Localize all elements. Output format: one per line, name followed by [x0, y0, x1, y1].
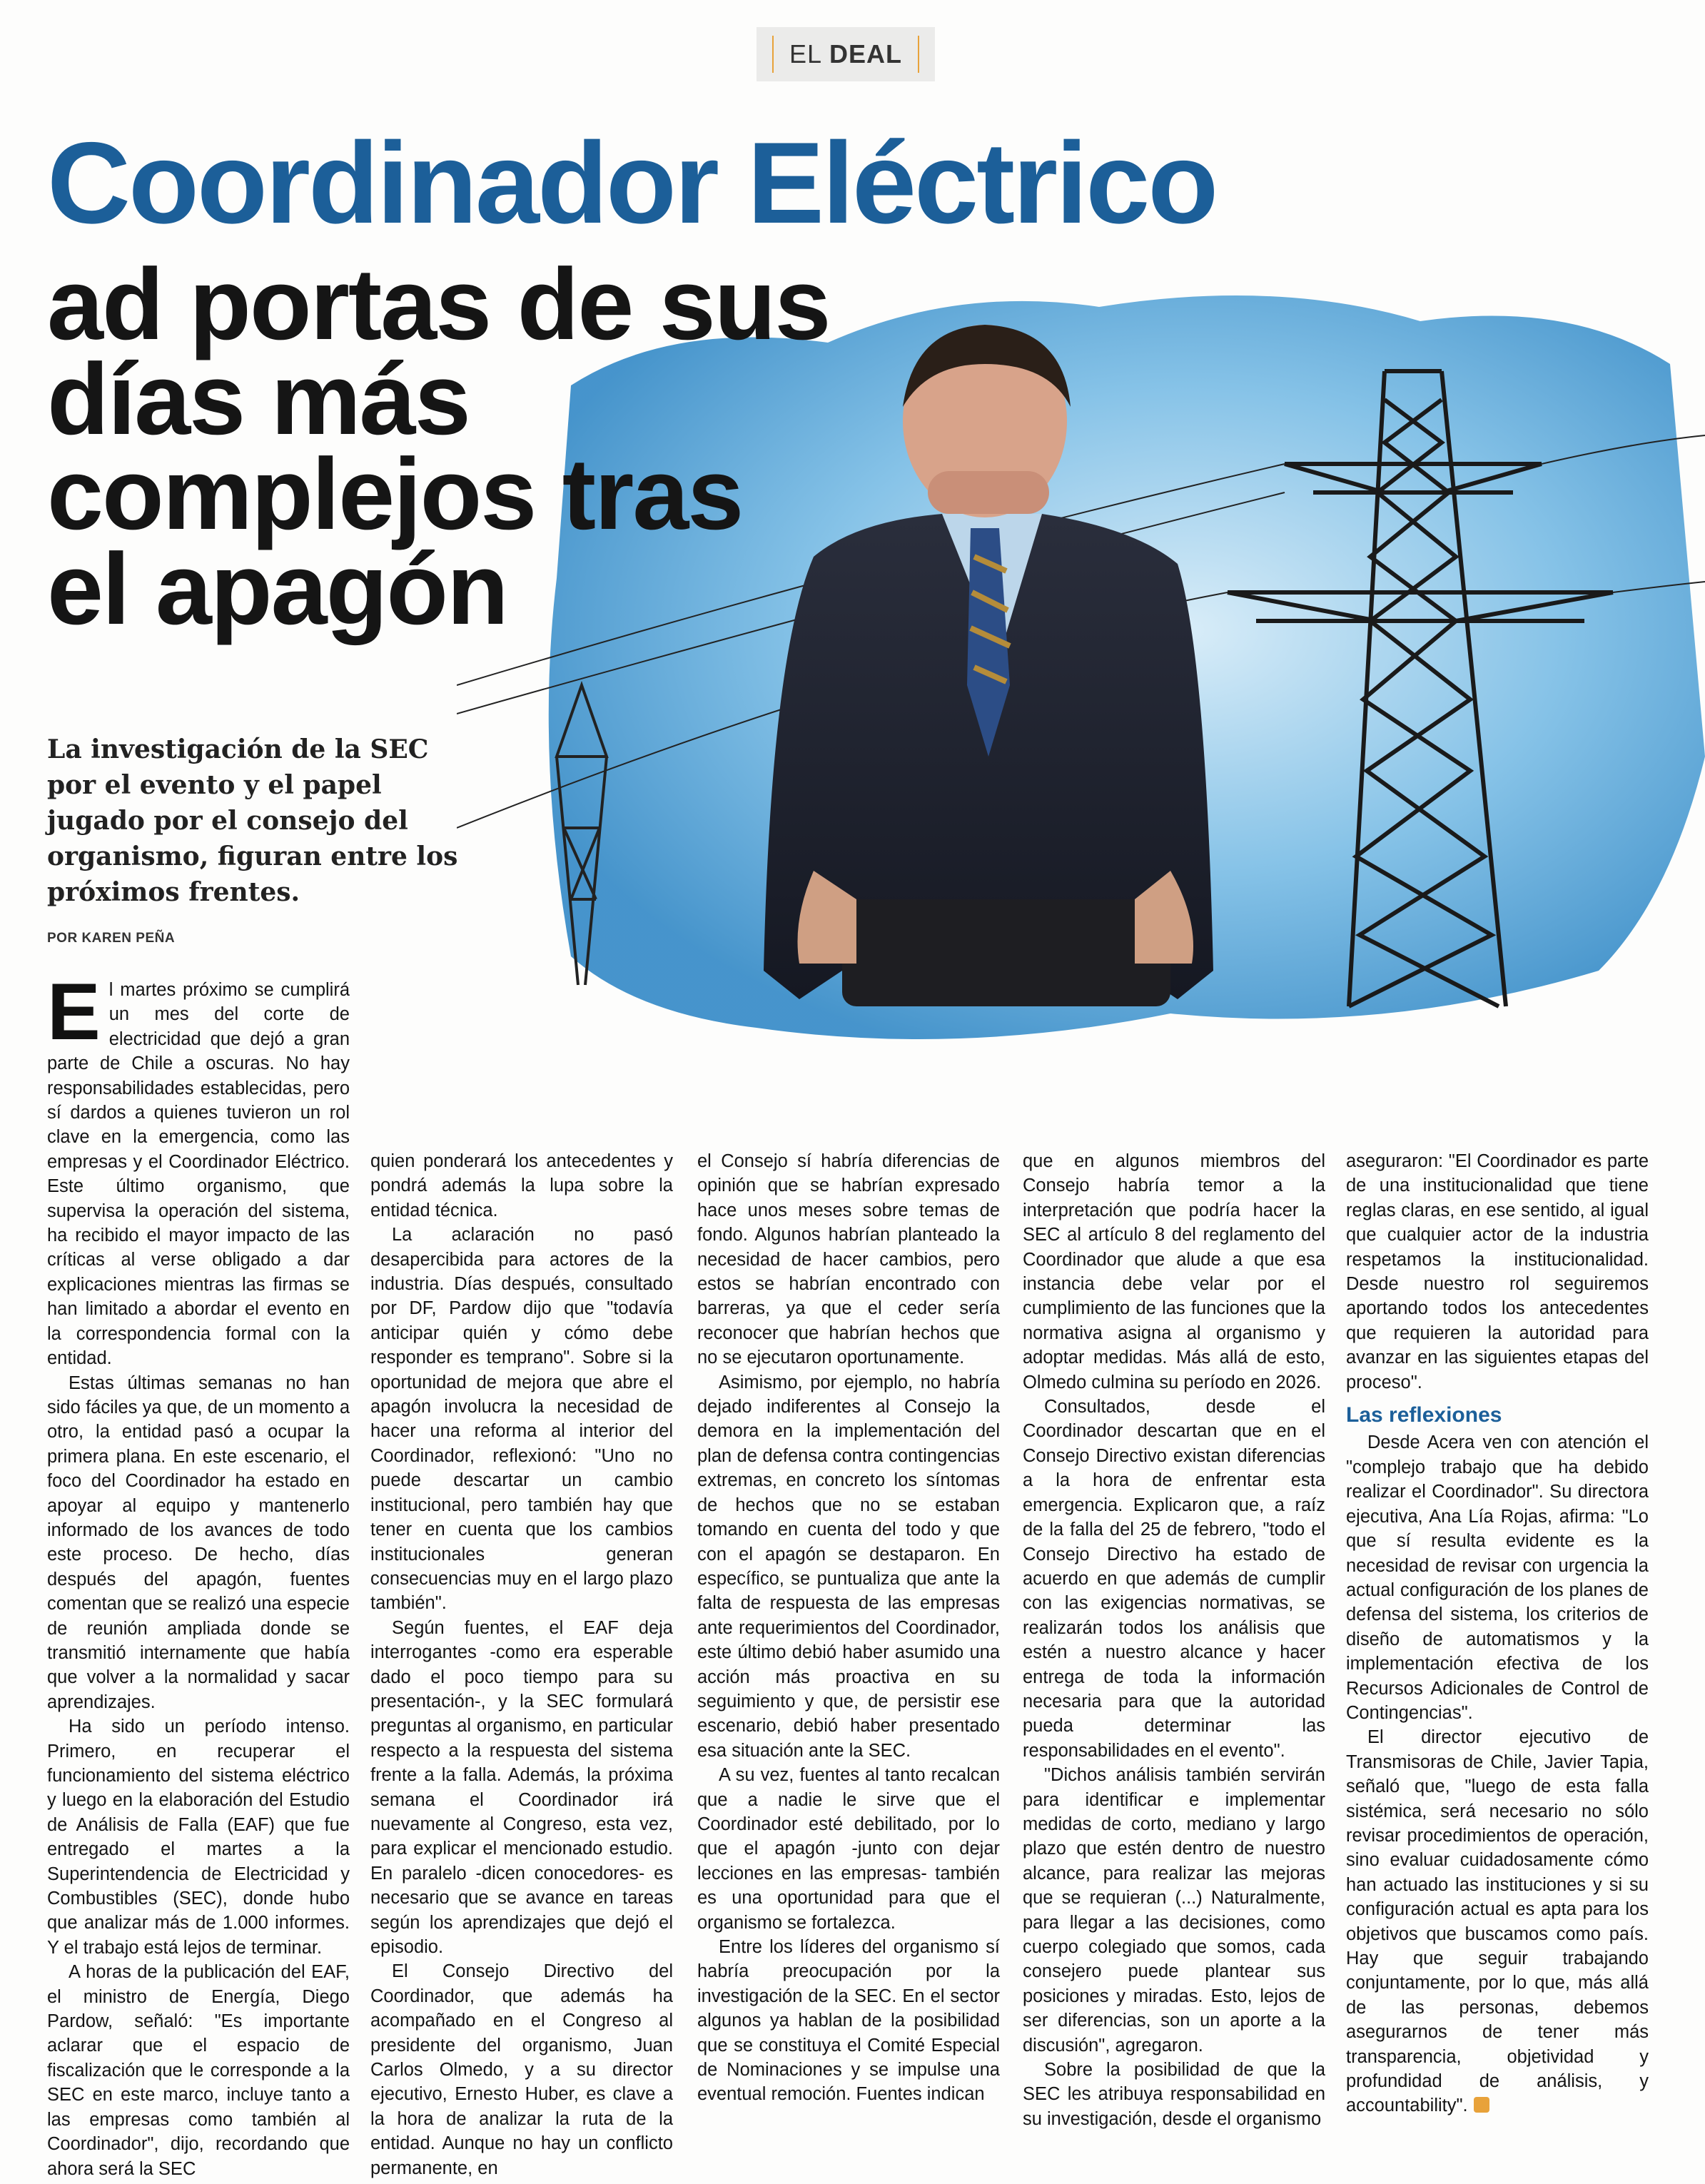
section-prefix: EL: [789, 39, 823, 69]
article-column-2: [370, 1149, 673, 2180]
article-column-5: [1346, 1149, 1649, 2118]
section-name: DEAL: [829, 39, 903, 69]
paragraph: A horas de la publicación del EAF, el ministro de Energía, Diego Pardow, señaló: "Es importante aclarar que el espacio de fiscalización que le corresponde a la SEC en este marco, incluye tanto a las empresas como también al Coordinador", dijo, recordando que ahora será la SEC: [47, 1962, 350, 2179]
subhead: La investigación de la SEC por el evento y el papel jugado por el consejo del organismo, figuran entre los próximos frentes.: [47, 734, 458, 907]
article-column-1: [47, 967, 350, 2181]
paragraph: Consultados, desde el Coordinador descartan que en el Consejo Directivo existan diferencias a la hora de enfrentar esta emergencia. Explicaron que, a raíz de la falla del 25 de febrero, "todo el Consejo Directivo ha estado de acuerdo en que además de cumplir con las exigencias normativas, se realizarán todos los análisis que estén a nuestro alcance y hacer entrega de toda la información necesaria para que la autoridad pueda determinar las responsabilidades en el evento".: [1023, 1397, 1325, 1761]
closing-text: El director ejecutivo de Transmisoras de Chile, Javier Tapia, señaló que, "luego de esta falla sistémica, será necesario no sólo revisar procedimientos de operación, sino evaluar cuidadosamente cómo han actuado las instituciones y si su configuración actual es apta para los objetivos que buscamos como país. Hay que seguir trabajando conjuntamente, por lo que, más allá de las personas, debemos asegurarnos de tener más transparencia, objetividad y profundidad de análisis, y accountability".: [1346, 1727, 1649, 2116]
paragraph: l martes próximo se cumplirá un mes del corte de electricidad que dejó a gran parte de Chile a oscuras. No hay responsabilidades establecidas, pero sí dardos a quienes tuvieron un rol clave en la emergencia, como las empresas y el Coordinador Eléctrico. Este último organismo, que supervisa la operación del sistema, ha recibido el mayor impacto de las críticas al verse obligado a dar explicaciones mientras las firmas se han limitado a abordar el evento en la correspondencia formal con la entidad.: [47, 980, 350, 1369]
paragraph: aseguraron: "El Coordinador es parte de una institucionalidad que tiene reglas claras, en ese sentido, al igual que cualquier actor de la industria respetamos la institucionalidad. Desde nuestro rol seguiremos aportando todos los antecedentes que requieren la autoridad para avanzar en las siguientes etapas del proceso".: [1346, 1151, 1649, 1392]
paragraph: Estas últimas semanas no han sido fáciles ya que, de un momento a otro, la entidad pasó a ocupar la primera plana. En este escenario, el foco del Coordinador ha estado en apoyar al equipo y mantenerlo informado de los avances de todo este proceso. De hecho, días después del apagón, fuentes comentan que se realizó una especie de reunión ampliada donde se transmitió internamente que había que volver a la normalidad y sacar aprendizajes.: [47, 1372, 350, 1712]
paragraph: Según fuentes, el EAF deja interrogantes -como era esperable dado el poco tiempo para su presentación-, y la SEC formulará preguntas al organismo, en particular respecto a la respuesta del sistema frente a la falla. Además, la próxima semana el Coordinador irá nuevamente al Congreso, esta vez, para explicar el mencionado estudio. En paralelo -dicen conocedores- es necesario que se avance en tareas según los aprendizajes que dejó el episodio.: [370, 1617, 673, 1957]
paragraph: A su vez, fuentes al tanto recalcan que a nadie le sirve que el Coordinador esté debilitado, por lo que el apagón -junto con dejar lecciones en las empresas- también es una oportunidad para que el organismo se fortalezca.: [697, 1765, 1000, 1933]
article-column-4: [1023, 1149, 1325, 2131]
section-tag: [757, 27, 935, 81]
paragraph: Asimismo, por ejemplo, no habría dejado indiferentes al Consejo la demora en la implementación del plan de defensa contra contingencias extremas, en concreto los síntomas de hechos que no se estaban tomando en cuenta del todo y que con el apagón se destaparon. En específico, se puntualiza que ante la falta de respuesta de las empresas ante requerimientos del Coordinador, este último debió haber asumido una acción más proactiva en su seguimiento y que, de persistir ese escenario, debió haber presentado esa situación ante la SEC.: [697, 1372, 1000, 1761]
end-mark-icon: [1474, 2097, 1489, 2113]
article-column-3: [697, 1149, 1000, 2107]
headline-line1: Coordinador Eléctrico: [47, 118, 1217, 248]
paragraph: quien ponderará los antecedentes y pondrá además la lupa sobre la entidad técnica.: [370, 1151, 673, 1220]
tag-bar-right: [918, 36, 919, 73]
paragraph: Sobre la posibilidad de que la SEC les atribuya responsabilidad en su investigación, desde el organismo: [1023, 2060, 1325, 2129]
dropcap: E: [47, 967, 101, 1056]
paragraph: Desde Acera ven con atención el "complejo trabajo que ha debido realizar el Coordinador". Su directora ejecutiva, Ana Lía Rojas, afirma: "Lo que sí resulta evidente es la necesidad de revisar con urgencia la actual configuración de los planes de defensa del sistema, los criterios de diseño de automatismos y la implementación efectiva de los Recursos Adicionales de Control de Contingencias".: [1346, 1432, 1649, 1723]
paragraph: "Dichos análisis también servirán para identificar e implementar medidas de corto, mediano y largo plazo que estén dentro de nuestro alcance, para realizar las mejoras que se requieran (...) Naturalmente, para llegar a las decisiones, como cuerpo colegiado que somos, cada consejero puede plantear sus posiciones y miradas. Esto, lejos de ser diferencias, son un aporte a la discusión", agregaron.: [1023, 1765, 1325, 2056]
subheading-reflexiones: Las reflexiones: [1346, 1403, 1502, 1427]
byline: POR KAREN PEÑA: [47, 931, 176, 946]
paragraph: El Consejo Directivo del Coordinador, que además ha acompañado en el Congreso al presidente del organismo, Juan Carlos Olmedo, y a su director ejecutivo, Ernesto Huber, es clave a la hora de analizar la ruta de la entidad. Aunque no hay un conflicto permanente, en: [370, 1961, 673, 2178]
paragraph: La aclaración no pasó desapercibida para actores de la industria. Días después, consultado por DF, Pardow dijo que "todavía anticipar quién y cómo debe responder es temprano". Sobre si la oportunidad de mejora que abre el apagón involucra la necesidad de hacer una reforma al interior del Coordinador, reflexionó: "Uno no puede descartar un cambio institucional, pero también hay que tener en cuenta que los cambios institucionales generan consecuencias muy en el largo plazo también".: [370, 1225, 673, 1614]
paragraph: Ha sido un período intenso. Primero, en recuperar el funcionamiento del sistema eléctrico y luego en la elaboración del Estudio de Análisis de Falla (EAF) que fue entregado el martes a la Superintendencia de Electricidad y Combustibles (SEC), donde hubo que analizar más de 1.000 informes. Y el trabajo está lejos de terminar.: [47, 1717, 350, 1958]
paragraph: Entre los líderes del organismo sí habría preocupación por la investigación de la SEC. En el sector algunos ya hablan de la posibilidad que se constituya el Comité Especial de Nominaciones y se impulse una eventual remoción. Fuentes indican: [697, 1937, 1000, 2105]
tag-bar-left: [772, 36, 774, 73]
paragraph: [1346, 1725, 1649, 2118]
paragraph: el Consejo sí habría diferencias de opinión que se habrían expresado hace unos meses sobre temas de fondo. Algunos habrían planteado la necesidad de hacer cambios, pero estos se habrían encontrado con barreras, ya que el ceder sería reconocer que habrían hechos que no se ejecutaron oportunamente.: [697, 1151, 1000, 1368]
headline-rest: ad portas de sus días más complejos tras el apagón: [47, 248, 830, 646]
paragraph: que en algunos miembros del Consejo habría temor a la interpretación que podría hacer la SEC al artículo 8 del reglamento del Coordinador que alude a que esa instancia debe velar por el cumplimiento de las funciones que la normativa asigna al organismo y adoptar medidas. Más allá de esto, Olmedo culmina su período en 2026.: [1023, 1151, 1325, 1392]
